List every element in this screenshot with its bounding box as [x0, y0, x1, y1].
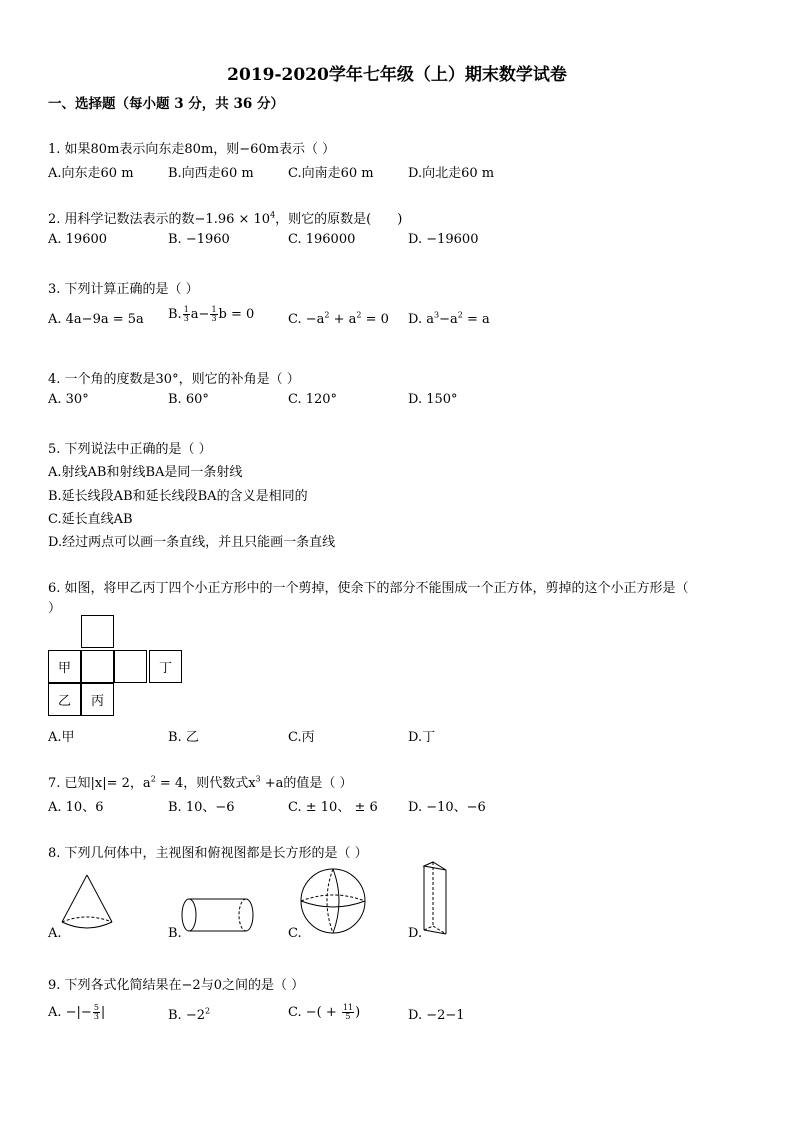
net-cell-jia: 甲 — [48, 650, 81, 683]
question-5-stem: 5. 下列说法中正确的是（ ） — [48, 442, 212, 457]
question-4-option-d: D. 150° — [408, 392, 458, 407]
question-4-option-c: C. 120° — [288, 392, 338, 407]
question-6-stem-line1: 6. 如图，将甲乙丙丁四个小正方形中的一个剪掉，使余下的部分不能围成一个正方体，剪掉的这个小正方形是（ — [48, 581, 689, 596]
question-9-option-a: A. −|− $\frac{5}{3}$ | — [48, 1003, 106, 1021]
question-4-option-a: A. 30° — [48, 392, 89, 407]
question-1-option-c: C.向南走60 m — [288, 166, 374, 181]
question-6-option-c: C.丙 — [288, 730, 315, 745]
question-1-stem: 1. 如果80m表示向东走80m，则−60m表示（ ） — [48, 142, 336, 157]
question-5-option-c: C.延长直线AB — [48, 512, 133, 527]
question-9-stem: 9. 下列各式化简结果在−2与0之间的是（ ） — [48, 978, 305, 993]
question-2-stem: 2. 用科学记数法表示的数$-1.96 \times 10^4$，则它的原数是( ) — [48, 210, 403, 227]
question-9-option-d: D. −2−1 — [408, 1008, 465, 1023]
question-3-option-b: B. $\frac{1}{3}$ a− $\frac{1}{3}$ b = 0 — [168, 305, 255, 323]
question-1-option-a: A.向东走60 m — [48, 166, 134, 181]
question-3-option-d: D. $a^3-a^2 = a$ — [408, 310, 490, 327]
question-7-option-d: D. −10、−6 — [408, 800, 486, 815]
net-cell-right — [114, 650, 147, 683]
cube-net-figure — [48, 615, 184, 718]
question-3-option-c: C. $-a^2 + a^2 = 0$ — [288, 310, 389, 327]
question-8-option-b: B. — [168, 926, 182, 941]
question-8-option-a: A. — [48, 926, 62, 941]
net-cell-bing: 丙 — [81, 683, 114, 716]
question-8-option-c: C. — [288, 926, 302, 941]
triangular-prism-icon — [418, 860, 452, 936]
question-6-option-d: D.丁 — [408, 730, 436, 745]
question-4-option-b: B. 60° — [168, 392, 209, 407]
question-5-option-a: A.射线AB和射线BA是同一条射线 — [48, 465, 243, 480]
net-cell-center — [81, 650, 114, 683]
question-7-option-c: C. ± 10、 ± 6 — [288, 800, 378, 815]
question-2-option-b: B. −1960 — [168, 232, 230, 247]
question-6-stem-line2: ） — [48, 601, 62, 616]
question-2-option-d: D. −19600 — [408, 232, 479, 247]
question-1-option-b: B.向西走60 m — [168, 166, 254, 181]
question-6-option-b: B. 乙 — [168, 730, 199, 745]
page-title: 2019-2020学年七年级（上）期末数学试卷 — [227, 65, 567, 85]
question-2-option-c: C. 196000 — [288, 232, 356, 247]
cylinder-icon — [180, 895, 256, 935]
question-2-option-a: A. 19600 — [48, 232, 108, 247]
question-6-option-a: A.甲 — [48, 730, 75, 745]
question-1-option-d: D.向北走60 m — [408, 166, 495, 181]
question-9-option-c: C. −( + $\frac{11}{5}$ ) — [288, 1003, 361, 1021]
question-5-option-d: D.经过两点可以画一条直线，并且只能画一条直线 — [48, 535, 336, 550]
question-7-option-b: B. 10、−6 — [168, 800, 235, 815]
question-5-option-b: B.延长线段AB和延长线段BA的含义是相同的 — [48, 489, 308, 504]
question-3-option-a: A. 4a−9a = 5a — [48, 312, 144, 327]
question-4-stem: 4. 一个角的度数是30°，则它的补角是（ ） — [48, 372, 300, 387]
sphere-icon — [298, 866, 368, 936]
question-9-option-b: B. $-2^2$ — [168, 1006, 211, 1023]
question-7-stem: 7. 已知|x|= 2，$a^2 = 4$，则代数式$x^3 +a$的值是（ ） — [48, 774, 353, 791]
net-cell-yi: 乙 — [48, 683, 81, 716]
section-heading: 一、选择题（每小题 3 分，共 36 分） — [48, 96, 284, 112]
question-7-option-a: A. 10、6 — [48, 800, 104, 815]
question-3-stem: 3. 下列计算正确的是（ ） — [48, 282, 199, 297]
net-cell-top — [81, 615, 114, 648]
question-8-option-d: D. — [408, 926, 423, 941]
net-cell-ding: 丁 — [149, 650, 182, 683]
question-8-stem: 8. 下列几何体中，主视图和俯视图都是长方形的是（ ） — [48, 846, 368, 861]
cone-icon — [58, 872, 116, 934]
